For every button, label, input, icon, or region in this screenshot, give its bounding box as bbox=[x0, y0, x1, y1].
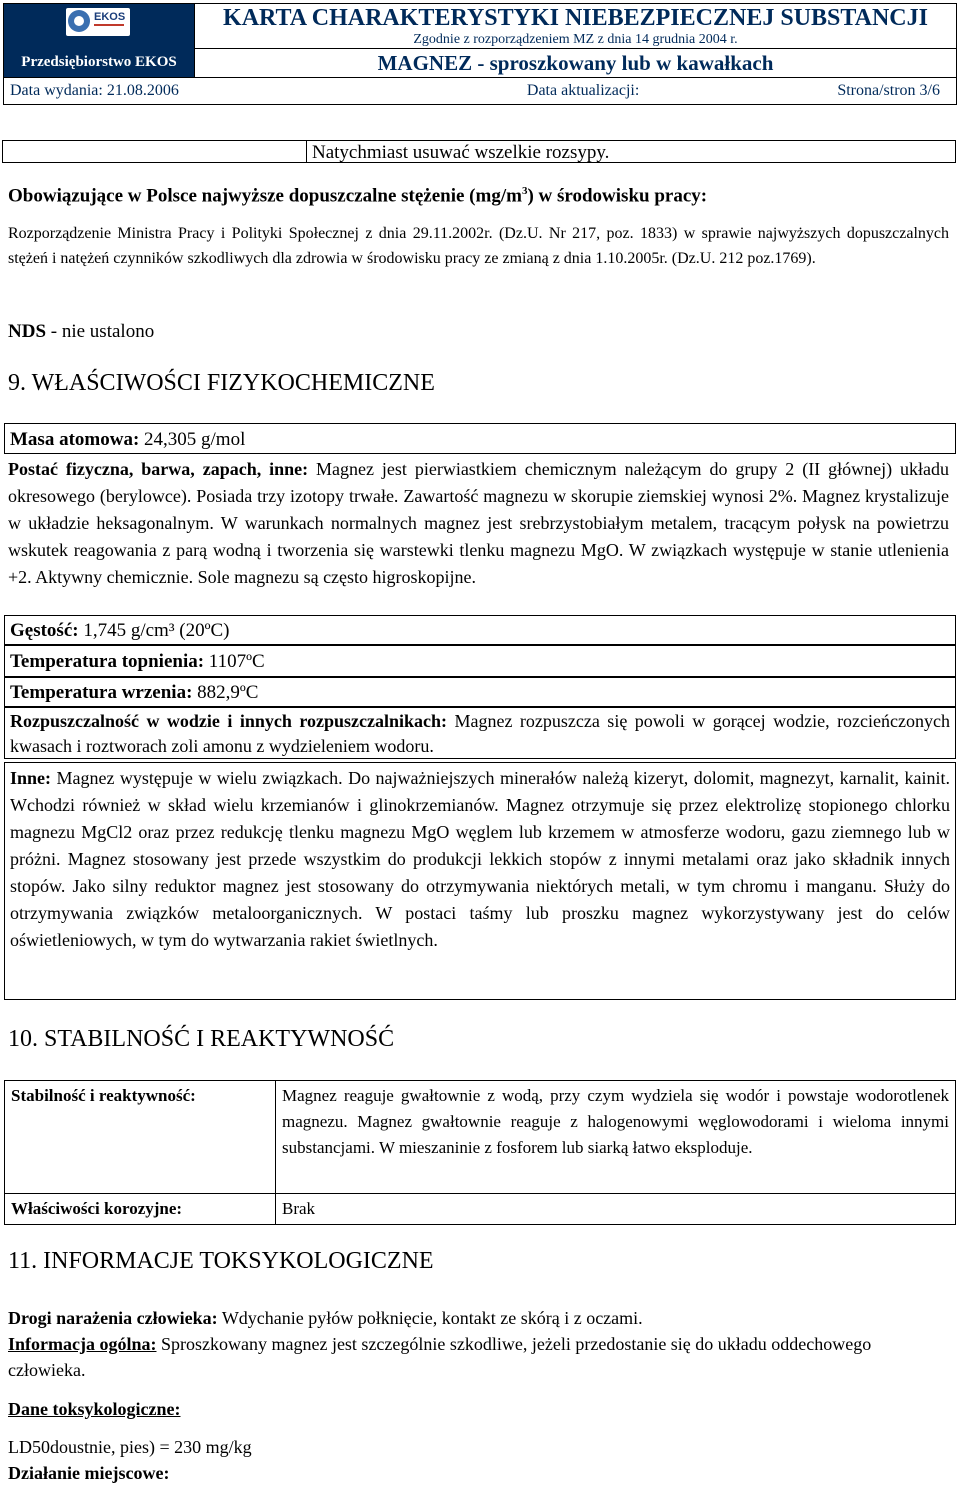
atomic-mass-box: Masa atomowa: 24,305 g/mol bbox=[4, 423, 956, 454]
corrosive-label: Właściwości korozyjne: bbox=[5, 1194, 276, 1225]
section-heading: 10. STABILNOŚĆ I REAKTYWNOŚĆ bbox=[8, 1026, 395, 1052]
table-row bbox=[5, 1081, 956, 1194]
solubility-box: Rozpuszczalność w wodzie i innych rozpuszczalnikach: Magnez rozpuszcza się powoli w gorącej wodzie, rozcieńczonych kwasach i roztworach zoli amonu z wydzieleniem wodoru. bbox=[4, 707, 956, 759]
ld50-value: LD50doustnie, pies) = 230 mg/kg bbox=[8, 1437, 252, 1457]
stability-label: Stabilność i reaktywność: bbox=[5, 1081, 276, 1194]
section-10-heading bbox=[8, 1026, 949, 1053]
nds-label: NDS bbox=[8, 321, 47, 342]
title-cell bbox=[195, 4, 957, 49]
local-effects bbox=[8, 1460, 949, 1486]
spill-note: Natychmiast usuwać wszelkie rozsypy. bbox=[312, 142, 610, 163]
physical-form: Postać fizyczna, barwa, zapach, inne: Magnez jest pierwiastkiem chemicznym należącym do grupy 2 (II głównej) układu okresowego (berylowce). Posiada trzy izotopy trwałe. Zawartość magnezu w skorupie ziemskiej wynosi 2%. Magnez krystalizuje w układzie heksagonalnym. W warunkach normalnych magnez jest srebrzystobiałym metalem, tracącym połysk na powietrzu wskutek reagowania z parą wodną i tworzenia się warstewki tlenku magnezu MgO. W związkach występuje w stanie utlenienia +2. Aktywny chemicznie. Sole magnezu są często higroskopijne. bbox=[8, 459, 949, 587]
exposure-regulation bbox=[8, 221, 949, 271]
document-header bbox=[3, 3, 957, 105]
logo-text: EKOS bbox=[94, 11, 126, 23]
product-name: MAGNEZ - sproszkowany lub w kawałkach bbox=[195, 49, 957, 78]
exposure-section bbox=[8, 178, 949, 209]
section-11-heading bbox=[8, 1248, 949, 1275]
update-date-label: Data aktualizacji: bbox=[526, 82, 640, 99]
other-value: Magnez występuje w wielu związkach. Do najważniejszych minerałów należą kizeryt, dolomit, magnezyt, karnalit, kainit. Wchodzi również w skład wielu krzemianów i glinokrzemianów. Magnez otrzymuje się przez elektrolizę stopionego chlorku magnezu MgCl2 oraz przez redukcję tlenku magnezu MgO węglem lub krzemem w atmosferze wodoru, gazu ziemnego lub w próżni. Magnez stosowany jest przede wszystkim do produkcji lekkich stopów z innymi metalami oraz jako składnik innych stopów. Jako silny reduktor magnez jest stosowany do otrzymywania niektórych metali, w tym chromu i manganu. Służy do otrzymywania związków metaloorganicznych. W postaci taśmy lub proszku magnez wykorzystywany jest do celów oświetleniowych, w tym do wytwarzania rakiet świetlnych. bbox=[10, 768, 950, 950]
tox-data-heading: Dane toksykologiczne: bbox=[8, 1399, 181, 1419]
company-cell bbox=[4, 4, 195, 78]
atomic-mass-value: 24,305 g/mol bbox=[139, 429, 246, 450]
corrosive-value: Brak bbox=[276, 1194, 956, 1225]
melting-value: 1107ºC bbox=[204, 651, 265, 672]
ld50-line bbox=[8, 1434, 949, 1460]
solubility-value: Magnez rozpuszcza się powoli w gorącej wodzie, rozcieńczonych kwasach i roztworach zoli amonu z wydzieleniem wodoru. bbox=[10, 711, 950, 756]
regulation-text: Rozporządzenie Ministra Pracy i Polityki Społecznej z dnia 29.11.2002r. (Dz.U. Nr 217, poz. 1833) w sprawie najwyższych dopuszczalnych stężeń i natężeń czynników szkodliwych dla zdrowia w środowisku pracy ze zmianą z dnia 1.10.2005r. (Dz.U. 212 poz.1769). bbox=[8, 225, 949, 267]
table-row bbox=[5, 1194, 956, 1225]
melting-box: Temperatura topnienia: 1107ºC bbox=[4, 645, 956, 677]
stability-value: Magnez reaguje gwałtownie z wodą, przy czym wydziela się wodór i powstaje wodorotlenek magnezu. Magnez gwałtownie reaguje z halogenowymi węglowodorami i wieloma innymi substancjami. W mieszaninie z fosforem lub siarką łatwo eksploduje. bbox=[276, 1081, 956, 1194]
section-heading: 11. INFORMACJE TOKSYKOLOGICZNE bbox=[8, 1248, 434, 1274]
local-effects-label: Działanie miejscowe: bbox=[8, 1463, 170, 1483]
company-name: Przedsiębiorstwo EKOS bbox=[21, 54, 177, 70]
document-subtitle: Zgodnie z rozporządzeniem MZ z dnia 14 grudnia 2004 r. bbox=[413, 32, 738, 47]
general-info-value: Sproszkowany magnez jest szczególnie szkodliwe, jeżeli przedostanie się do układu oddechowego człowieka. bbox=[8, 1334, 872, 1380]
exposure-routes-value: Wdychanie pyłów połknięcie, kontakt ze skórą i z oczami. bbox=[217, 1308, 643, 1328]
stability-table bbox=[4, 1080, 956, 1225]
general-info: Informacja ogólna: Sproszkowany magnez jest szczególnie szkodliwe, jeżeli przedostanie się do układu oddechowego człowieka. bbox=[8, 1334, 872, 1380]
issue-date: Data wydania: 21.08.2006 bbox=[10, 82, 179, 99]
density-box: Gęstość: 1,745 g/cm³ (20ºC) bbox=[4, 615, 956, 645]
other-box: Inne: Magnez występuje w wielu związkach. Do najważniejszych minerałów należą kizeryt, dolomit, magnezyt, karnalit, kainit. Wchodzi również w skład wielu krzemianów i glinokrzemianów. Magnez otrzymuje się przez elektrolizę stopionego chlorku magnezu MgCl2 oraz przez redukcję tlenku magnezu MgO węglem lub krzemem w atmosferze wodoru, gazu ziemnego lub w próżni. Magnez stosowany jest przede wszystkim do produkcji lekkich stopów z innymi metalami oraz jako składnik innych stopów. Jako silny reduktor magnez jest stosowany do otrzymywania niektórych metali, w tym chromu i manganu. Służy do otrzymywania związków metaloorganicznych. W postaci taśmy lub proszku magnez wykorzystywany jest do celów oświetleniowych, w tym do wytwarzania rakiet świetlnych. bbox=[4, 762, 956, 1000]
boiling-value: 882,9ºC bbox=[192, 682, 259, 703]
page-number: Strona/stron 3/6 bbox=[837, 82, 940, 99]
nds-line bbox=[8, 318, 949, 345]
section-heading: 9. WŁAŚCIWOŚCI FIZYKOCHEMICZNE bbox=[8, 370, 435, 396]
company-logo bbox=[66, 8, 130, 36]
density-value: 1,745 g/cm³ (20ºC) bbox=[78, 620, 230, 641]
logo-icon bbox=[68, 10, 90, 32]
section-9-heading bbox=[8, 370, 949, 397]
exposure-routes: Drogi narażenia człowieka: Wdychanie pyłów połknięcie, kontakt ze skórą i z oczami. bbox=[8, 1308, 643, 1328]
nds-value: - nie ustalono bbox=[46, 321, 155, 342]
physical-form-text: Magnez jest pierwiastkiem chemicznym należącym do grupy 2 (II głównej) układu okresowego (berylowce). Posiada trzy izotopy trwałe. Zawartość magnezu w skorupie ziemskiej wynosi 2%. Magnez krystalizuje w układzie heksagonalnym. W warunkach normalnych magnez jest srebrzystobiałym metalem, tracącym połysk na powietrzu wskutek reagowania z parą wodną i tworzenia się warstewki tlenku magnezu MgO. W związkach występuje w stanie utlenienia +2. Aktywny chemicznie. Sole magnezu są często higroskopijne. bbox=[8, 459, 949, 587]
exposure-heading: Obowiązujące w Polsce najwyższe dopuszczalne stężenie $(mg/m^3)$ w środowisku pracy: bbox=[8, 185, 708, 207]
document-title: KARTA CHARAKTERYSTYKI NIEBEZPIECZNEJ SUBSTANCJI bbox=[223, 5, 928, 31]
boiling-box: Temperatura wrzenia: 882,9ºC bbox=[4, 677, 956, 707]
spill-note-row bbox=[2, 140, 956, 163]
